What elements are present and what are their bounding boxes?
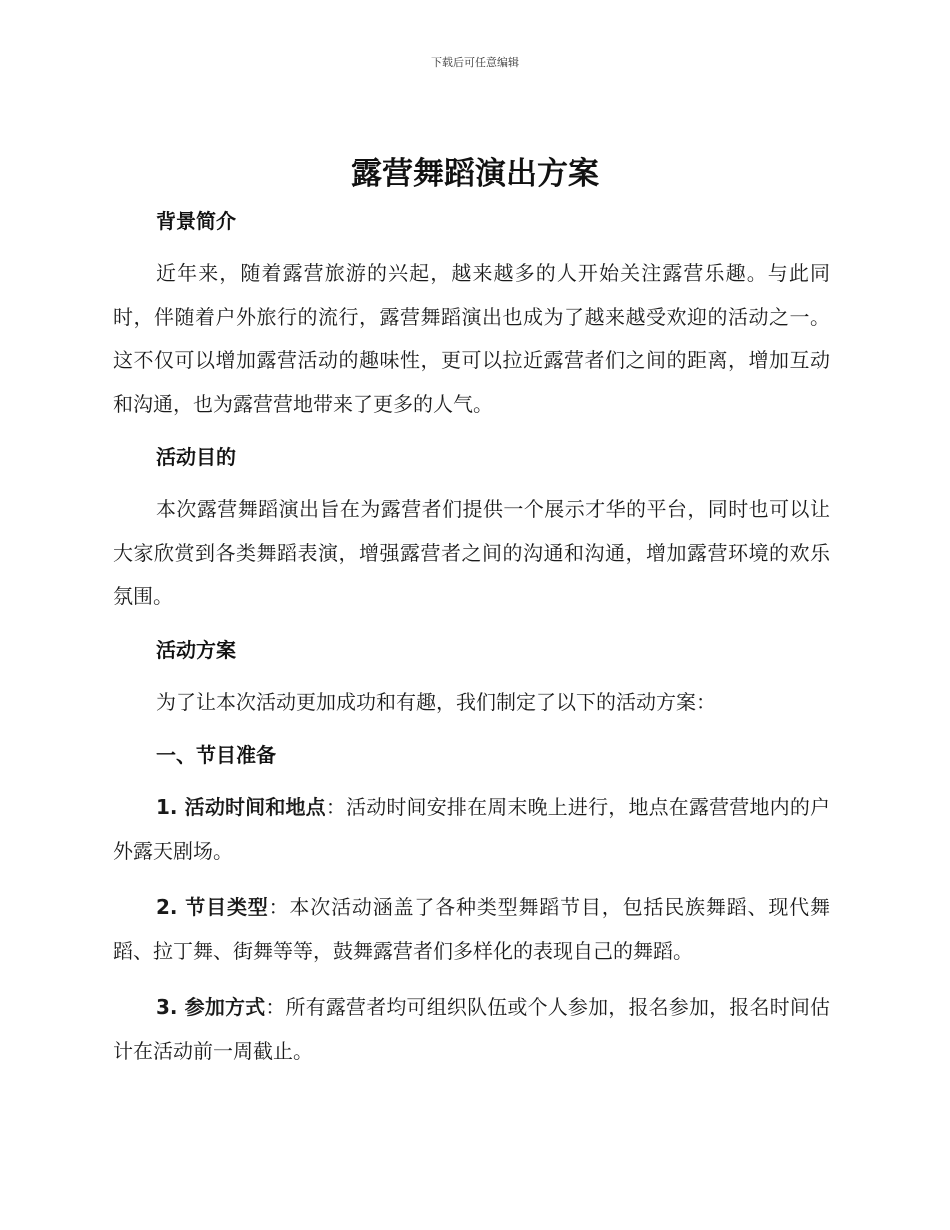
list-item-text: ：本次活动涵盖了各种类型舞蹈节目，包括民族舞蹈、现代舞蹈、拉丁舞、街舞等等，鼓舞露营者们多样化的表现自己的舞蹈。	[113, 895, 830, 963]
list-item-text: ：所有露营者均可组织队伍或个人参加，报名参加，报名时间估计在活动前一周截止。	[113, 995, 830, 1063]
paragraph-background: 近年来，随着露营旅游的兴起，越来越多的人开始关注露营乐趣。与此同时，伴随着户外旅行的流行，露营舞蹈演出也成为了越来越受欢迎的活动之一。这不仅可以增加露营活动的趣味性，更可以拉近露营者们之间的距离，增加互动和沟通，也为露营营地带来了更多的人气。	[113, 261, 830, 416]
list-item	[113, 786, 830, 873]
list-item-lead: 1. 活动时间和地点	[156, 795, 326, 819]
list-item-lead: 2. 节目类型	[156, 895, 269, 919]
list-item-text: ：活动时间安排在周末晚上进行，地点在露营营地内的户外露天剧场。	[113, 795, 830, 863]
header-note: 下载后可任意编辑	[431, 56, 519, 69]
document-body	[113, 203, 830, 1073]
section-heading-purpose: 活动目的	[156, 445, 236, 469]
list-item	[113, 886, 830, 973]
paragraph-plan-intro: 为了让本次活动更加成功和有趣，我们制定了以下的活动方案：	[156, 689, 716, 714]
list-item-lead: 3. 参加方式	[156, 995, 266, 1019]
section-heading-background: 背景简介	[156, 209, 236, 233]
section-heading-program: 一、节目准备	[156, 743, 276, 767]
section-heading-plan: 活动方案	[156, 637, 236, 662]
paragraph-purpose: 本次露营舞蹈演出旨在为露营者们提供一个展示才华的平台，同时也可以让大家欣赏到各类舞蹈表演，增强露营者之间的沟通和沟通，增加露营环境的欢乐氛围。	[113, 497, 830, 608]
list-item	[113, 986, 830, 1073]
document-title: 露营舞蹈演出方案	[351, 156, 599, 192]
